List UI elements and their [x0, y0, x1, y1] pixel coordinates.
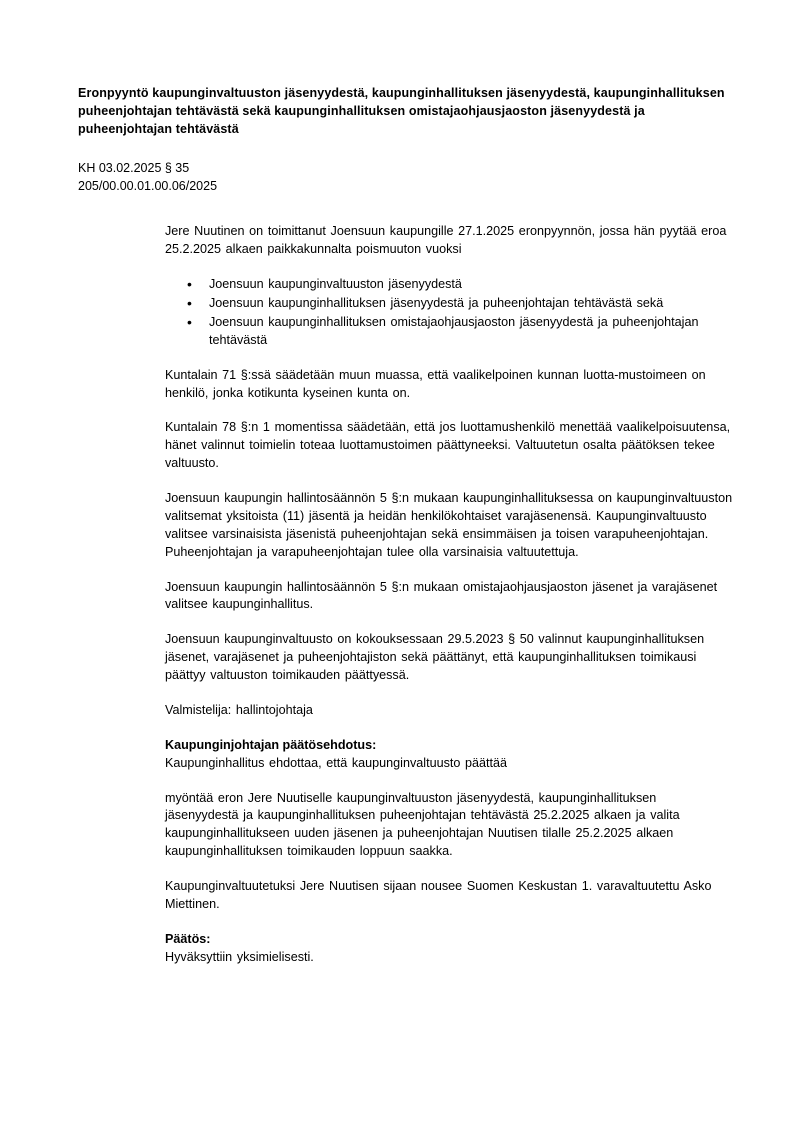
document-body	[165, 223, 734, 966]
list-item: • Joensuun kaupunginvaltuuston jäsenyydestä	[165, 276, 734, 294]
paragraph-admin-rule-subsection: Joensuun kaupungin hallintosäännön 5 §:n mukaan omistajaohjausjaoston jäsenet ja varajäsenet valitsee kaupunginhallitus.	[165, 579, 718, 612]
proposal-note: Kaupunginvaltuutetuksi Jere Nuutisen sijaan nousee Suomen Keskustan 1. varavaltuutettu Asko Miettinen.	[165, 879, 712, 911]
proposal-heading: Kaupunginjohtajan päätösehdotus:	[165, 737, 377, 752]
document-meta	[78, 160, 734, 195]
decision-heading: Päätös:	[165, 931, 211, 946]
request-bullet-list	[165, 276, 734, 350]
intro-paragraph: Jere Nuutinen on toimittanut Joensuun kaupungille 27.1.2025 eronpyynnön, jossa hän pyytää eroa 25.2.2025 alkaen paikkakunnalta poismuuton vuoksi	[165, 224, 727, 257]
list-item: • Joensuun kaupunginhallituksen omistajaohjausjaoston jäsenyydestä ja puheenjohtajan tehtävästä	[165, 314, 734, 350]
paragraph-preparer: Valmistelija: hallintojohtaja	[165, 702, 313, 717]
paragraph-law-78: Kuntalain 78 §:n 1 momentissa säädetään, että jos luottamushenkilö menettää vaalikelpoisuutensa, hänet valinnut toimielin toteaa luottamustoimen päättyneeksi. Valtuutetun osalta päätöksen tekee valtuusto.	[165, 420, 731, 471]
decision-text: Hyväksyttiin yksimielisesti.	[165, 949, 314, 964]
paragraph-council-meeting: Joensuun kaupunginvaltuusto on kokouksessaan 29.5.2023 § 50 valinnut kaupunginhallituksen jäsenet, varajäsenet ja puheenjohtajiston sekä päättänyt, että kaupunginhallituksen toimikausi päättyy valtuuston toimikauden päättyessä.	[165, 632, 705, 682]
proposal-body: myöntää eron Jere Nuutiselle kaupunginvaltuuston jäsenyydestä, kaupunginhallituksen jäsenyydestä ja kaupunginhallituksen puheenjohtajan tehtävästä 25.2.2025 alkaen ja valita kaupunginhallitukseen uuden jäsenen ja puheenjohtajan Nuutisen tilalle 25.2.2025 alkaen kaupunginhallituksen toimikauden loppuun saakka.	[165, 790, 680, 859]
list-item: • Joensuun kaupunginhallituksen jäsenyydestä ja puheenjohtajan tehtävästä sekä	[165, 295, 734, 313]
paragraph-law-71: Kuntalain 71 §:ssä säädetään muun muassa, että vaalikelpoinen kunnan luotta-mustoimeen on henkilö, jonka kotikunta kyseinen kunta on.	[165, 367, 706, 400]
record-number: 205/00.00.01.00.06/2025	[78, 178, 218, 193]
page-title: Eronpyyntö kaupunginvaltuuston jäsenyydestä, kaupunginhallituksen jäsenyydestä, kaupunginhallituksen puheenjohtajan tehtävästä sekä kaupunginhallituksen omistajaohjausjaoston jäsenyydestä ja puheenjohtajan tehtävästä	[78, 86, 725, 137]
decision-reference: KH 03.02.2025 § 35	[78, 161, 190, 176]
paragraph-admin-rule-board: Joensuun kaupungin hallintosäännön 5 §:n mukaan kaupunginhallituksessa on kaupunginvaltuuston valitsemat yksitoista (11) jäsentä ja heidän henkilökohtaiset varajäsenensä. Kaupunginvaltuusto valitsee varsinaisista jäsenistä puheenjohtajan sekä ensimmäisen ja toisen varapuheenjohtajan. Puheenjohtajan ja varapuheenjohtajan tulee olla varsinaisia valtuutettuja.	[165, 491, 733, 559]
proposal-lead: Kaupunginhallitus ehdottaa, että kaupunginvaltuusto päättää	[165, 755, 508, 770]
